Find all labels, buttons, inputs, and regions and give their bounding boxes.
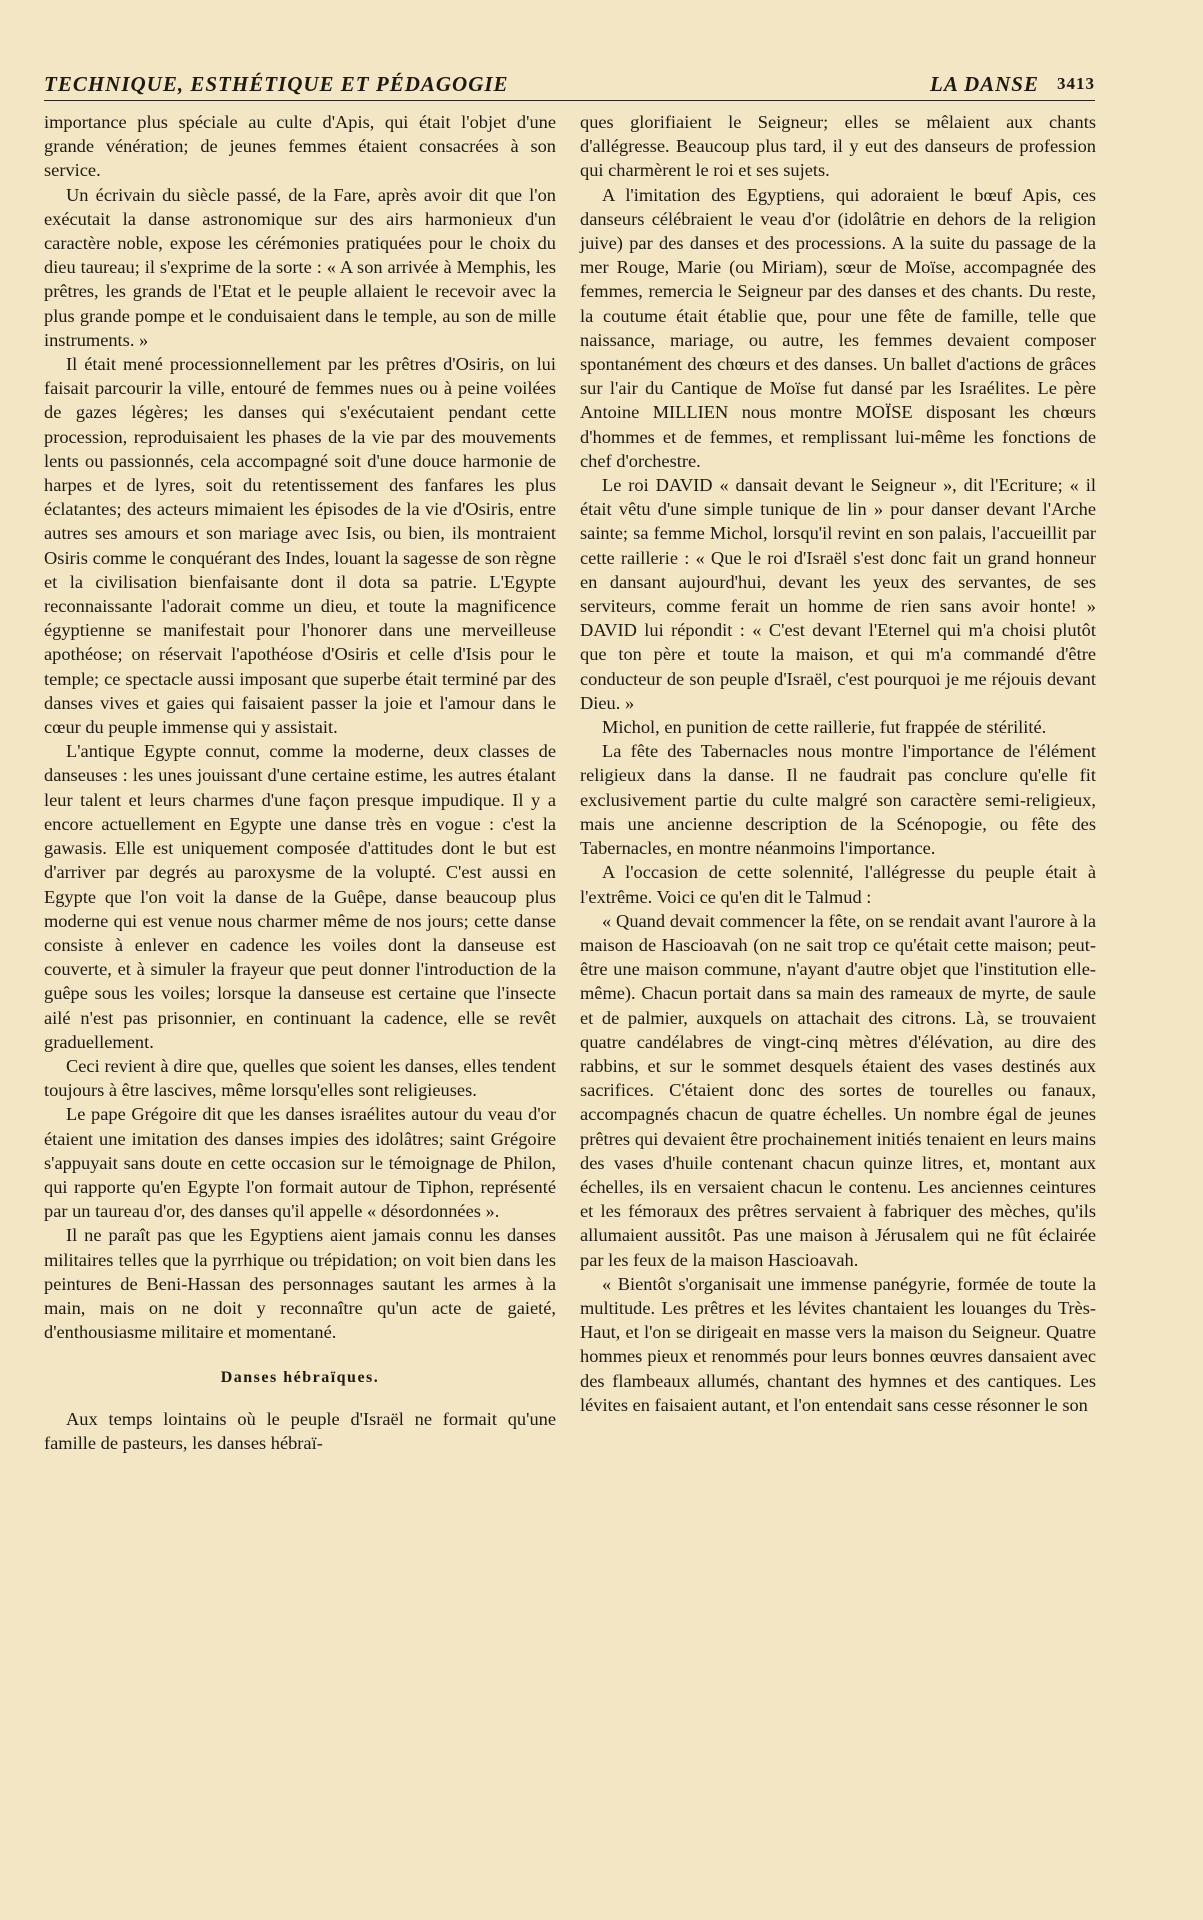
paragraph: Michol, en punition de cette raillerie, fut frappée de stérilité.	[602, 717, 1047, 738]
paragraph: Un écrivain du siècle passé, de la Fare, après avoir dit que l'on exécutait la danse astronomique sur des airs harmonieux d'un caractère noble, expose les cérémonies pratiquées pour le choix du dieu taureau; il s'exprime de la sorte : « A son arrivée à Memphis, les prêtres, les grands de l'Etat et le peuple allaient le recevoir avec la plus grande pompe et le conduisaient dans le temple, au son de mille instruments. »	[44, 184, 556, 350]
paragraph: Le pape Grégoire dit que les danses israélites autour du veau d'or étaient une imitation des danses impies des idolâtres; saint Grégoire s'appuyait sans doute en cette occasion sur le témoignage de Philon, qui rapporte qu'en Egypte l'on formait autour de Tiphon, représenté par un taureau d'or, des danses qu'il appelle « désordonnées ».	[44, 1104, 556, 1222]
paragraph: A l'imitation des Egyptiens, qui adoraient le bœuf Apis, ces danseurs célébraient le veau d'or (idolâtrie en dehors de la religion juive) par des danses et des processions. A la suite du passage de la mer Rouge, Marie (ou Miriam), sœur de Moïse, accompagnée des femmes, remercia le Seigneur par des danses et des chants. Du reste, la coutume était établie que, pour une fête de famille, telle que naissance, mariage, ou autre, les femmes devaient composer spontanément des chœurs et des danses. Un ballet d'actions de grâces sur l'air du Cantique de Moïse fut dansé par les Israélites. Le père Antoine MILLIEN nous montre MOÏSE disposant les chœurs d'hommes et de femmes, et remplissant lui-même les fonctions de chef d'orchestre.	[580, 184, 1096, 471]
paragraph: Ceci revient à dire que, quelles que soient les danses, elles tendent toujours à être lascives, même lorsqu'elles sont religieuses.	[44, 1055, 556, 1101]
paragraph: Il ne paraît pas que les Egyptiens aient jamais connu les danses militaires telles que la pyrrhique ou trépidation; on voit bien dans les peintures de Beni-Hassan des personnages sautant les armes à la main, mais on ne doit y reconnaître qu'un acte de gaieté, d'enthousiasme militaire et momentané.	[44, 1225, 556, 1343]
paragraph: Aux temps lointains où le peuple d'Israël ne formait qu'une famille de pasteurs, les danses hébraï-	[44, 1408, 556, 1453]
paragraph: importance plus spéciale au culte d'Apis, qui était l'objet d'une grande vénération; de jeunes femmes étaient consacrées à son service.	[44, 112, 556, 181]
page-number: 3413	[1057, 74, 1095, 93]
paragraph: « Bientôt s'organisait une immense panégyrie, formée de toute la multitude. Les prêtres et les lévites chantaient les louanges du Très-Haut, et l'on se dirigeait en masse vers la maison du Seigneur. Quatre hommes pieux et renommés pour leurs bonnes œuvres dansaient avec des flambeaux allumés, chantant des hymnes et des cantiques. Les lévites en faisaient autant, et l'on entendait sans cesse résonner le son	[580, 1273, 1096, 1415]
right-column	[580, 110, 1096, 1417]
section-heading: Danses hébraïques.	[220, 1369, 380, 1387]
paragraph: A l'occasion de cette solennité, l'allégresse du peuple était à l'extrême. Voici ce qu'en dit le Talmud :	[580, 862, 1096, 907]
paragraph: ques glorifiaient le Seigneur; elles se mêlaient aux chants d'allégresse. Beaucoup plus tard, il y eut des danseurs de profession qui charmèrent le roi et ses sujets.	[580, 112, 1096, 181]
header-section-title: TECHNIQUE, ESTHÉTIQUE ET PÉDAGOGIE	[44, 72, 509, 96]
header-book-title: LA DANSE	[930, 72, 1039, 96]
paragraph: La fête des Tabernacles nous montre l'importance de l'élément religieux dans la danse. Il ne faudrait pas conclure qu'elle fit exclusivement partie du culte malgré son caractère semi-religieux, mais une ancienne description de la Scénopogie, ou fête des Tabernacles, en montre néanmoins l'importance.	[580, 741, 1096, 859]
paragraph: « Quand devait commencer la fête, on se rendait avant l'aurore à la maison de Hascioavah (on ne sait trop ce qu'était cette maison; peut-être une maison commune, n'ayant d'autre objet que l'institution elle-même). Chacun portait dans sa main des rameaux de myrte, de saule et de palmier, auxquels on attachait des citrons. Là, se trouvaient quatre candélabres de vingt-cinq mètres d'élévation, au dire des rabbins, et sur le sommet desquels étaient des vases destinés aux sacrifices. C'étaient donc des sortes de tourelles ou fanaux, accompagnés chacun de quatre échelles. Un nombre égal de jeunes prêtres qui devaient être prochainement initiés tenaient en leurs mains des vases d'huile contenant chacun quinze litres, et, montant aux échelles, ils en versaient chacun le contenu. Les anciennes ceintures et les fémoraux des prêtres servaient à fabriquer des mèches, qu'ils allumaient aussitôt. Pas une maison à Jérusalem qui ne fût éclairée par les feux de la maison Hascioavah.	[580, 910, 1096, 1270]
paragraph: L'antique Egypte connut, comme la moderne, deux classes de danseuses : les unes jouissant d'une certaine estime, les autres étalant leur talent et leurs charmes d'une façon presque impudique. Il y a encore actuellement en Egypte une danse très en vogue : c'est la gawasis. Elle est uniquement composée d'attitudes dont le but est d'arriver par degrés au paroxysme de la volupté. C'est aussi en Egypte que l'on voit la danse de la Guêpe, danse beaucoup plus moderne qui est venue nous charmer même de nos jours; cette danse consiste à enlever en cadence les voiles dont la danseuse est couverte, et à simuler la frayeur que peut donner l'introduction de la guêpe sous les voiles; lorsque la danseuse est certaine que l'insecte ailé n'est pas prisonnier, en continuant la cadence, elle se revêt graduellement.	[44, 741, 556, 1052]
paragraph: Le roi DAVID « dansait devant le Seigneur », dit l'Ecriture; « il était vêtu d'une simple tunique de lin » pour danser devant l'Arche sainte; sa femme Michol, lorsqu'il revint en son palais, l'accueillit par cette raillerie : « Que le roi d'Israël s'est donc fait un grand honneur en dansant aujourd'hui, devant les yeux des servantes, de ses serviteurs, comme ferait un homme de rien sans avoir honte! » DAVID lui répondit : « C'est devant l'Eternel qui m'a choisi plutôt que ton père et toute la maison, et qui m'a commandé d'être conducteur de son peuple d'Israël, c'est pourquoi je me réjouis devant Dieu. »	[580, 475, 1096, 713]
running-header	[44, 70, 1095, 101]
paragraph: Il était mené processionnellement par les prêtres d'Osiris, on lui faisait parcourir la ville, entouré de femmes nues ou à peine voilées de gazes légères; les danses qui s'exécutaient pendant cette procession, reproduisaient les phases de la vie par des mouvements lents ou passionnés, cela accompagné soit d'une douce harmonie de harpes et de lyres, soit du retentissement des fanfares les plus éclatantes; des acteurs mimaient les épisodes de la vie d'Osiris, entre autres ses amours et son mariage avec Isis, ou bien, ils montraient Osiris comme le conquérant des Indes, louant la sagesse de son règne et la civilisation bienfaisante dont il dota sa patrie. L'Egypte reconnaissante l'adorait comme un dieu, et toute la magnificence égyptienne se manifestait pour l'honorer dans une merveilleuse apothéose; on réservait l'apothéose d'Osiris et celle d'Isis pour le temple; ce spectacle aussi imposant que superbe était terminé par des danses vives et gaies qui faisaient passer la joie et l'amour dans le cœur du peuple immense qui y assistait.	[44, 354, 556, 738]
left-column	[44, 110, 556, 1455]
